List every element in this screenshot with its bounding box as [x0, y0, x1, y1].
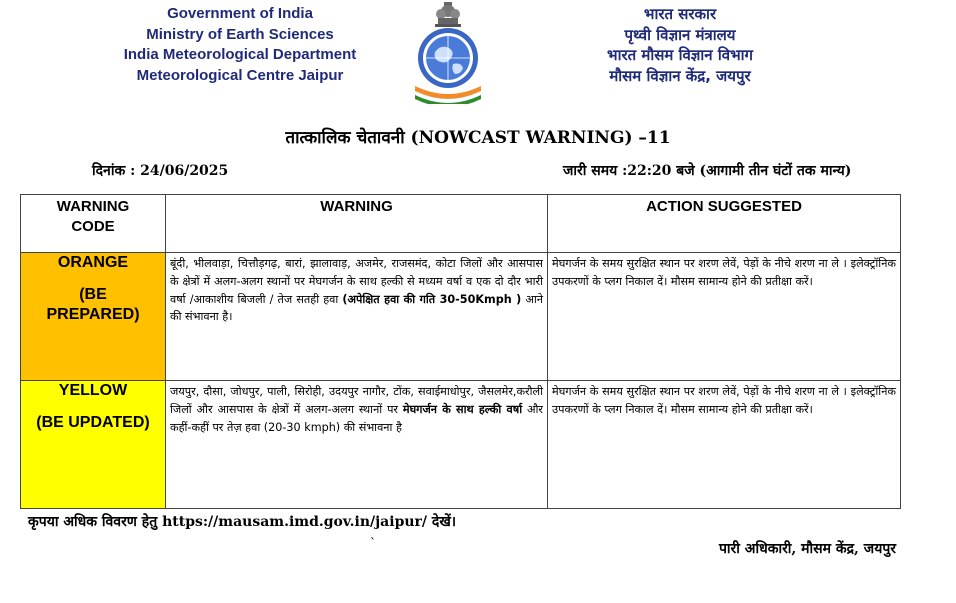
table-row: [21, 253, 901, 381]
action-text: मेघगर्जन के समय सुरक्षित स्थान पर शरण लेवें, पेड़ों के नीचे शरण ना ले । इलेक्ट्रॉनिक उपकरणों के प्लग निकाल दें। मौसम सामान्य होने की प्रतीक्षा करें।: [548, 381, 901, 509]
header-warning-code: [21, 195, 166, 253]
header-code-line1: WARNING: [56, 198, 130, 215]
header-hindi: [560, 4, 800, 86]
warning-level: ORANGE: [57, 254, 129, 271]
header-en-line: Ministry of Earth Sciences: [146, 25, 334, 43]
header-hi-line: पृथ्वी विज्ञान मंत्रालय: [624, 25, 736, 44]
warning-text: [166, 253, 548, 381]
header-warning: WARNING: [166, 195, 548, 253]
header-action: ACTION SUGGESTED: [548, 195, 901, 253]
stray-mark: `: [370, 536, 376, 550]
table-row: [21, 381, 901, 509]
code-cell-yellow: [21, 381, 166, 509]
details-link[interactable]: https://mausam.imd.gov.in/jaipur/: [162, 514, 428, 530]
warning-table: [20, 194, 901, 509]
warning-text-bold: मेघगर्जन के साथ हल्की वर्षा: [402, 402, 523, 416]
issue-date: दिनांक : 24/06/2025: [92, 163, 229, 179]
code-cell-orange: [21, 253, 166, 381]
duty-officer-signature: पारी अधिकारी, मौसम केंद्र, जयपुर: [718, 541, 896, 557]
details-suffix: देखें।: [427, 514, 457, 530]
warning-text-part: बूंदी, भीलवाड़ा, चित्तौड़गढ़, बारां, झालावाड़, अजमेर, राजसमंद, कोटा जिलों और आसपास के क्षेत्रों में अलग-अलग स्थानों पर मेघगर्जन के साथ हल्की से मध्यम वर्षा व एक दो दौर भारी वर्षा /आकाशीय बिजली / तेज सतही हवा: [170, 257, 543, 306]
warning-text-part: आने की संभावना है।: [170, 292, 543, 324]
issue-time: जारी समय :22:20 बजे (आगामी तीन घंटों तक मान्य): [563, 163, 852, 179]
warning-text-part: जयपुर, दौसा, जोधपुर, पाली, सिरोही, उदयपुर नागौर, टोंक, सवाईमाधोपुर, जैसलमेर,करौली जिलों और आसपास के क्षेत्रों में अलग-अलग स्थानों पर: [170, 385, 543, 416]
header-hi-line: भारत मौसम विज्ञान विभाग: [607, 46, 753, 64]
table-header-row: [21, 195, 901, 253]
header-en-line: Meteorological Centre Jaipur: [136, 66, 344, 84]
header-code-line2: CODE: [71, 218, 115, 235]
warning-text: [166, 381, 548, 509]
warning-level-sub: PREPARED): [46, 306, 140, 323]
warning-level-sub: (BE UPDATED): [36, 414, 150, 431]
details-note: [28, 512, 456, 531]
warning-text-part: और कहीं-कहीं पर तेज़ हवा (20-30 kmph) की संभावना है: [170, 402, 544, 434]
header-english: [100, 4, 380, 86]
document-title: तात्कालिक चेतावनी (NOWCAST WARNING) –11: [285, 128, 671, 148]
header-hi-line: मौसम विज्ञान केंद्र, जयपुर: [609, 66, 751, 85]
header-hi-line: भारत सरकार: [643, 5, 717, 23]
warning-text-bold: (अपेक्षित हवा की गति 30-50Kmph ): [342, 292, 522, 306]
action-text: मेघगर्जन के समय सुरक्षित स्थान पर शरण लेवें, पेड़ों के नीचे शरण ना ले । इलेक्ट्रॉनिक उपकरणों के प्लग निकाल दें। मौसम सामान्य होने की प्रतीक्षा करें।: [548, 253, 901, 381]
national-emblem-logo: [413, 0, 483, 104]
details-prefix: कृपया अधिक विवरण हेतु: [28, 514, 163, 530]
header-en-line: Government of India: [167, 5, 313, 22]
warning-level: YELLOW: [58, 382, 128, 399]
warning-level-sub: (BE: [79, 286, 107, 303]
header-en-line: India Meteorological Department: [123, 46, 357, 63]
